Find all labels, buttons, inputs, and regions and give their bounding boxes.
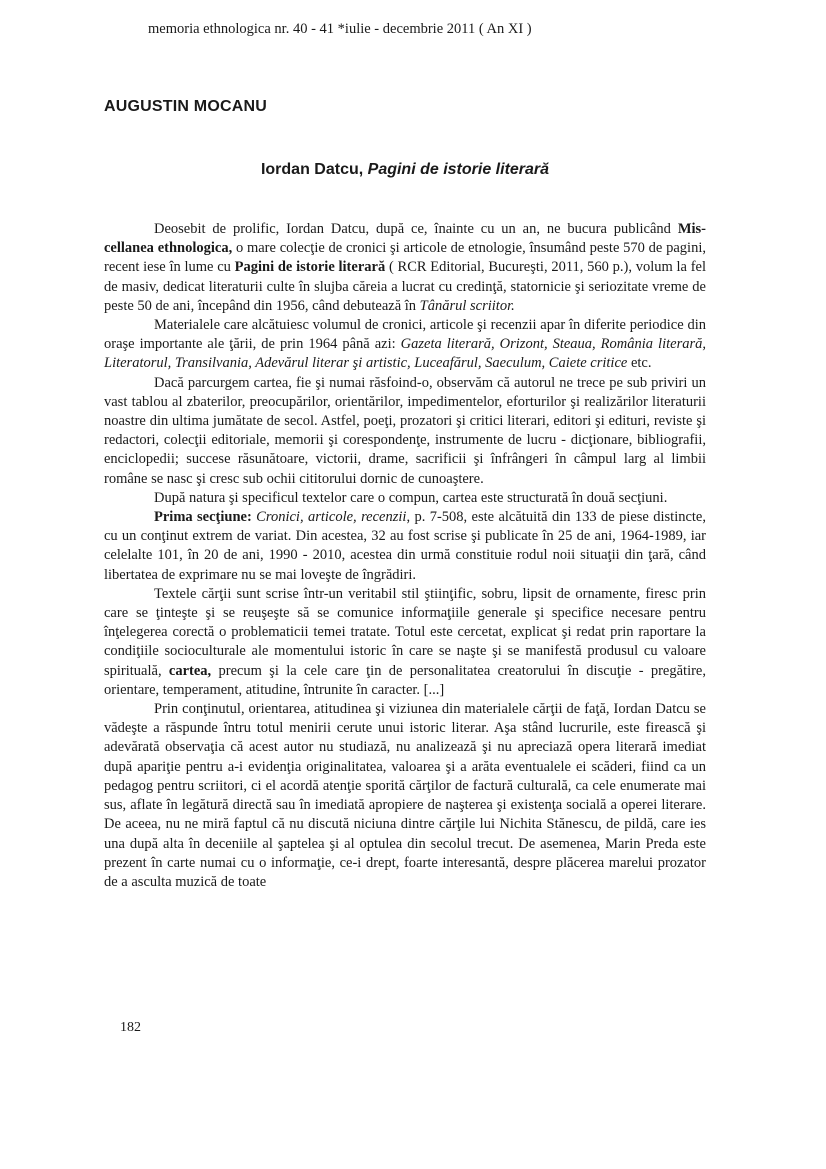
paragraph-1 bbox=[104, 220, 706, 316]
bold-text: Mis-cellanea ethnologica, bbox=[104, 221, 706, 257]
paragraph-2 bbox=[104, 316, 706, 374]
title-book-name: Pagini de istorie literară bbox=[367, 161, 550, 178]
text-run: Prin conţinutul, orientarea, atitudinea şi viziunea din materialele cărţii de faţă, Iordan Datcu se vădeşte a răspunde întru totul menirii cerute unui istoric literar. Aşa stând lucrurile, este firească şi adevărată observaţia că acest autor nu studiază, nu analizează şi nu apreciază opera literară imediat după apariţie pentru a-i evidenţia originalitatea, valoarea şi a arăta eventualele ei scăderi, fiind ca un pedagog pentru scriitori, ci el acordă atenţie sporită cărţilor de factură culturală, ca cele enumerate mai sus, aflate în legătură directă sau în imediată apropiere de naşterea şi existenţa socială a operei literare. De aceea, nu ne miră faptul că nu discută niciuna dintre cărţile lui Nichita Stănescu, de pildă, care ies una după alta în deceniile al şaptelea şi al optulea din secolul trecut. De asemenea, Marin Preda este prezent în carte numai cu o informaţie, ce-i drept, foarte interesantă, despre plăcerea marelui prozator de a asculta muzică de toate bbox=[104, 701, 706, 890]
text-run: precum şi la cele care ţin de personalitatea creatorului în discuţie - pregătire, orientare, temperament, atitudine, întrunite în caracter. [...] bbox=[104, 662, 706, 698]
article-author: AUGUSTIN MOCANU bbox=[104, 98, 267, 115]
text-run: După natura şi specificul textelor care o compun, cartea este structurată în două secţiuni. bbox=[154, 489, 668, 506]
title-author-name: Iordan Datcu, bbox=[260, 161, 368, 178]
text-run: Deosebit de prolific, Iordan Datcu, după ce, înainte cu un an, ne bucura publicând bbox=[154, 221, 678, 237]
paragraph-6 bbox=[104, 585, 706, 700]
article-title bbox=[104, 160, 706, 180]
text-run: Materialele care alcătuiesc volumul de cronici, articole şi recenzii apar în diferite periodice din oraşe importante ale ţării, de prin 1964 până azi: bbox=[104, 317, 706, 353]
text-run: Dacă parcurgem cartea, fie şi numai răsfoind-o, observăm că autorul ne trece pe sub priviri un vast tablou al zbaterilor, preocupărilor, orientărilor, impedimentelor, eforturilor şi realizărilor literaturii noastre din ultima jumătate de secol. Astfel, poeţi, prozatori şi critici literari, editori şi edituri, reviste şi redactori, colecţii editoriale, memorii şi corespondenţe, instrumente de lucru - dicţionare, bibliografii, enciclopedii; succese răsunătoare, victorii, drame, sacrificii şi înfrângeri în câmpul larg al limbii române se nasc şi cresc sub ochii cititorului dornic de cunoaştere. bbox=[104, 374, 706, 487]
bold-text: Prima secţiune: bbox=[154, 509, 252, 526]
text-run: ( RCR Editorial, Bucureşti, 2011, 560 p.), volum la fel de masiv, dedicat literaturii culte în slujba căreia a lucrat cu credinţă, statornicie şi seriozitate vreme de peste 50 de ani, începând din 1956, când debutează în bbox=[104, 259, 707, 314]
italic-text: Tânărul scriitor. bbox=[419, 297, 515, 314]
paragraph-5 bbox=[104, 508, 706, 585]
text-run: Textele cărţii sunt scrise într-un veritabil stil ştiinţific, sobru, lipsit de ornamente, firesc prin care se ţinteşte şi se reuşeşte să se comunice informaţiile generale şi specifice necesare pentru înţelegerea corectă o problematicii temei tratate. Totul este cercetat, explicat şi redat prin raportare la condiţiile socioculturale ale momentului istoric în care se naşte şi se manifestă produsul cu valoare spirituală, bbox=[104, 585, 706, 679]
bold-text: cartea, bbox=[168, 662, 212, 679]
paragraph-3 bbox=[104, 374, 706, 489]
italic-text: Gazeta literară, Orizont, Steaua, România literară, Literatorul, Transilvania, Adevărul literar şi artistic, Luceafărul, Saeculum, Caiete critice bbox=[104, 336, 706, 372]
text-run: etc. bbox=[627, 355, 652, 372]
paragraph-4 bbox=[104, 489, 706, 508]
page-number: 182 bbox=[120, 1020, 141, 1035]
paragraph-7 bbox=[104, 700, 706, 892]
bold-text: Pagini de istorie literară bbox=[234, 259, 386, 276]
running-header: memoria ethnologica nr. 40 - 41 *iulie - decembrie 2011 ( An XI ) bbox=[148, 21, 532, 37]
article-body bbox=[104, 220, 706, 892]
italic-text: Cronici, articole, recenzii bbox=[251, 509, 407, 526]
text-run: o mare colecţie de cronici şi articole de etnologie, însumând peste 570 de pagini, recent iese în lume cu bbox=[104, 240, 706, 276]
text-run: , p. 7-508, este alcătuită din 133 de piese distincte, cu un conţinut extrem de variat. Din acestea, 32 au fost scrise şi publicate în 25 de ani, 1964-1989, iar celelalte 101, în 20 de ani, 1990 - 2010, acestea din urmă constituie rodul noii situaţii din ţară, când libertatea de exprimare nu se mai loveşte de îngrădiri. bbox=[104, 509, 706, 583]
